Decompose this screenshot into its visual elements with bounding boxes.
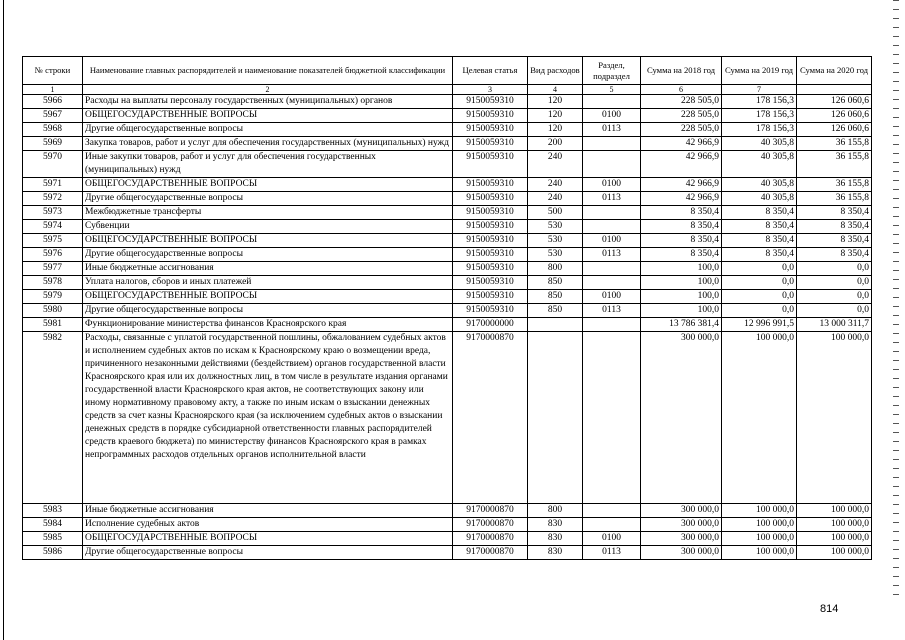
row-number: 5969: [23, 137, 83, 151]
row-section: 0100: [583, 290, 641, 304]
table-row: [23, 304, 872, 318]
column-index: 6: [641, 85, 722, 95]
row-name: Функционирование министерства финансов Красноярского края: [83, 318, 453, 332]
table-row: [23, 290, 872, 304]
row-target: 9150059310: [453, 206, 528, 220]
row-name: ОБЩЕГОСУДАРСТВЕННЫЕ ВОПРОСЫ: [83, 109, 453, 123]
row-section: 0100: [583, 178, 641, 192]
row-target: 9150059310: [453, 304, 528, 318]
row-number: 5986: [23, 546, 83, 560]
table-row: [23, 248, 872, 262]
row-target: 9150059310: [453, 109, 528, 123]
row-target: 9170000870: [453, 504, 528, 518]
row-target: 9150059310: [453, 290, 528, 304]
row-kind: 530: [528, 220, 583, 234]
row-kind: 120: [528, 109, 583, 123]
row-section: [583, 137, 641, 151]
row-section: [583, 332, 641, 504]
row-sum-2018: 8 350,4: [641, 220, 722, 234]
row-sum-2019: 100 000,0: [722, 546, 797, 560]
row-name: Другие общегосударственные вопросы: [83, 248, 453, 262]
row-name: Расходы, связанные с уплатой государственной пошлины, обжалованием судебных актов и исполнением судебных актов по искам к Красноярскому краю о возмещении вреда, причиненного незаконными действиями (бездействием) органов государственной власти Красноярского края или их должностных лиц, в том числе в результате издания органами государственной власти Красноярского края актов, не соответствующих закону или иному нормативному правовому акту, а также по иным искам о взыскании денежных средств за счет казны Красноярского края (за исключением судебных актов о взыскании денежных средств в порядке субсидиарной ответственности главных распорядителей средств краевого бюджета) по министерству финансов Красноярского края в рамках непрограммных расходов отдельных органов исполнительной власти: [83, 332, 453, 504]
row-kind: 850: [528, 290, 583, 304]
row-name: Иные бюджетные ассигнования: [83, 504, 453, 518]
row-name: Иные бюджетные ассигнования: [83, 262, 453, 276]
row-kind: 530: [528, 248, 583, 262]
column-index: 5: [583, 85, 641, 95]
row-sum-2019: 0,0: [722, 262, 797, 276]
row-target: 9150059310: [453, 137, 528, 151]
row-section: 0113: [583, 192, 641, 206]
table-row: [23, 332, 872, 504]
row-sum-2019: 178 156,3: [722, 95, 797, 109]
table-row: [23, 276, 872, 290]
table-row: [23, 95, 872, 109]
row-section: 0113: [583, 304, 641, 318]
row-number: 5970: [23, 151, 83, 178]
row-target: 9150059310: [453, 95, 528, 109]
row-section: [583, 518, 641, 532]
row-kind: 800: [528, 504, 583, 518]
row-sum-2019: 178 156,3: [722, 123, 797, 137]
row-number: 5980: [23, 304, 83, 318]
row-target: 9150059310: [453, 123, 528, 137]
table-row: [23, 206, 872, 220]
table-row: [23, 192, 872, 206]
row-kind: 120: [528, 123, 583, 137]
row-name: Уплата налогов, сборов и иных платежей: [83, 276, 453, 290]
column-index: 2: [83, 85, 453, 95]
row-number: 5973: [23, 206, 83, 220]
row-sum-2018: 300 000,0: [641, 546, 722, 560]
header-name: Наименование главных распорядителей и наименование показателей бюджетной классификации: [83, 57, 453, 85]
table-row: [23, 504, 872, 518]
row-kind: 120: [528, 95, 583, 109]
row-section: 0113: [583, 248, 641, 262]
row-name: Другие общегосударственные вопросы: [83, 192, 453, 206]
table-row: [23, 518, 872, 532]
row-sum-2018: 228 505,0: [641, 109, 722, 123]
row-sum-2019: 0,0: [722, 304, 797, 318]
row-sum-2018: 100,0: [641, 304, 722, 318]
row-sum-2018: 42 966,9: [641, 137, 722, 151]
row-target: 9170000870: [453, 518, 528, 532]
row-sum-2019: 100 000,0: [722, 332, 797, 504]
row-kind: 530: [528, 234, 583, 248]
row-number: 5979: [23, 290, 83, 304]
row-name: Другие общегосударственные вопросы: [83, 304, 453, 318]
table-row: [23, 532, 872, 546]
row-sum-2020: 0,0: [797, 276, 872, 290]
row-sum-2020: 36 155,8: [797, 151, 872, 178]
row-number: 5975: [23, 234, 83, 248]
row-sum-2020: 126 060,6: [797, 123, 872, 137]
row-kind: 240: [528, 178, 583, 192]
row-sum-2019: 0,0: [722, 290, 797, 304]
row-kind: 500: [528, 206, 583, 220]
row-sum-2020: 8 350,4: [797, 206, 872, 220]
row-section: 0113: [583, 123, 641, 137]
row-number: 5978: [23, 276, 83, 290]
row-number: 5968: [23, 123, 83, 137]
row-target: 9150059310: [453, 262, 528, 276]
row-target: 9150059310: [453, 151, 528, 178]
row-section: [583, 318, 641, 332]
row-sum-2020: 13 000 311,7: [797, 318, 872, 332]
table-row: [23, 137, 872, 151]
row-section: [583, 206, 641, 220]
row-sum-2020: 100 000,0: [797, 546, 872, 560]
table-row: [23, 546, 872, 560]
table-row: [23, 123, 872, 137]
row-sum-2020: 100 000,0: [797, 518, 872, 532]
row-section: 0113: [583, 546, 641, 560]
row-name: Иные закупки товаров, работ и услуг для обеспечения государственных (муниципальных) нужд: [83, 151, 453, 178]
row-sum-2018: 13 786 381,4: [641, 318, 722, 332]
row-sum-2019: 0,0: [722, 276, 797, 290]
row-target: 9170000870: [453, 332, 528, 504]
column-index: 1: [23, 85, 83, 95]
row-sum-2019: 40 305,8: [722, 192, 797, 206]
row-number: 5981: [23, 318, 83, 332]
row-sum-2018: 300 000,0: [641, 504, 722, 518]
row-section: [583, 262, 641, 276]
table-row: [23, 109, 872, 123]
table-row: [23, 262, 872, 276]
column-index: 4: [528, 85, 583, 95]
row-sum-2019: 40 305,8: [722, 137, 797, 151]
row-target: 9150059310: [453, 234, 528, 248]
row-name: ОБЩЕГОСУДАРСТВЕННЫЕ ВОПРОСЫ: [83, 290, 453, 304]
row-sum-2020: 0,0: [797, 262, 872, 276]
row-sum-2018: 228 505,0: [641, 95, 722, 109]
row-sum-2018: 100,0: [641, 262, 722, 276]
row-sum-2018: 228 505,0: [641, 123, 722, 137]
row-name: Другие общегосударственные вопросы: [83, 546, 453, 560]
row-sum-2019: 12 996 991,5: [722, 318, 797, 332]
column-index: 7: [722, 85, 797, 95]
row-number: 5967: [23, 109, 83, 123]
row-sum-2020: 126 060,6: [797, 95, 872, 109]
row-target: 9170000870: [453, 546, 528, 560]
row-section: 0100: [583, 234, 641, 248]
row-sum-2018: 8 350,4: [641, 206, 722, 220]
row-sum-2019: 100 000,0: [722, 532, 797, 546]
header-section: Раздел, подраздел: [583, 57, 641, 85]
row-target: 9150059310: [453, 192, 528, 206]
row-name: Межбюджетные трансферты: [83, 206, 453, 220]
row-sum-2019: 178 156,3: [722, 109, 797, 123]
row-sum-2018: 100,0: [641, 290, 722, 304]
header-sum-2019: Сумма на 2019 год: [722, 57, 797, 85]
row-sum-2018: 42 966,9: [641, 151, 722, 178]
table-row: [23, 234, 872, 248]
row-name: ОБЩЕГОСУДАРСТВЕННЫЕ ВОПРОСЫ: [83, 234, 453, 248]
row-sum-2018: 100,0: [641, 276, 722, 290]
row-sum-2020: 8 350,4: [797, 220, 872, 234]
header-row: [23, 57, 872, 85]
budget-table: [22, 56, 872, 560]
row-sum-2020: 36 155,8: [797, 178, 872, 192]
table-body: [23, 95, 872, 560]
row-sum-2020: 126 060,6: [797, 109, 872, 123]
row-sum-2019: 40 305,8: [722, 178, 797, 192]
page-number: 814: [820, 603, 839, 615]
row-kind: 240: [528, 151, 583, 178]
header-kind: Вид расходов: [528, 57, 583, 85]
row-sum-2018: 8 350,4: [641, 234, 722, 248]
table-row: [23, 151, 872, 178]
row-sum-2019: 100 000,0: [722, 504, 797, 518]
row-number: 5966: [23, 95, 83, 109]
row-name: ОБЩЕГОСУДАРСТВЕННЫЕ ВОПРОСЫ: [83, 178, 453, 192]
row-target: 9170000000: [453, 318, 528, 332]
row-sum-2020: 100 000,0: [797, 332, 872, 504]
table-row: [23, 220, 872, 234]
row-sum-2018: 42 966,9: [641, 178, 722, 192]
header-sum-2018: Сумма на 2018 год: [641, 57, 722, 85]
row-section: [583, 151, 641, 178]
row-name: Закупка товаров, работ и услуг для обеспечения государственных (муниципальных) нужд: [83, 137, 453, 151]
row-sum-2020: 100 000,0: [797, 532, 872, 546]
row-sum-2019: 8 350,4: [722, 206, 797, 220]
row-section: 0100: [583, 109, 641, 123]
row-kind: 830: [528, 546, 583, 560]
row-sum-2020: 36 155,8: [797, 192, 872, 206]
row-target: 9150059310: [453, 276, 528, 290]
row-sum-2018: 8 350,4: [641, 248, 722, 262]
row-sum-2018: 300 000,0: [641, 332, 722, 504]
table-row: [23, 318, 872, 332]
row-section: [583, 504, 641, 518]
page-left-border: [3, 0, 4, 640]
row-sum-2020: 8 350,4: [797, 234, 872, 248]
column-index: 3: [453, 85, 528, 95]
row-sum-2019: 100 000,0: [722, 518, 797, 532]
row-sum-2018: 300 000,0: [641, 532, 722, 546]
header-target: Целевая статья: [453, 57, 528, 85]
row-sum-2019: 8 350,4: [722, 220, 797, 234]
row-name: Исполнение судебных актов: [83, 518, 453, 532]
row-number: 5971: [23, 178, 83, 192]
row-section: 0100: [583, 532, 641, 546]
row-kind: 850: [528, 304, 583, 318]
row-sum-2019: 8 350,4: [722, 234, 797, 248]
row-section: [583, 95, 641, 109]
row-kind: 800: [528, 262, 583, 276]
column-index-empty: [797, 85, 872, 95]
row-target: 9170000870: [453, 532, 528, 546]
row-sum-2020: 0,0: [797, 304, 872, 318]
row-number: 5976: [23, 248, 83, 262]
header-sum-2020: Сумма на 2020 год: [797, 57, 872, 85]
row-kind: 200: [528, 137, 583, 151]
row-number: 5972: [23, 192, 83, 206]
row-section: [583, 276, 641, 290]
row-sum-2020: 8 350,4: [797, 248, 872, 262]
row-name: Субвенции: [83, 220, 453, 234]
row-number: 5984: [23, 518, 83, 532]
row-section: [583, 220, 641, 234]
table-row: [23, 178, 872, 192]
row-kind: 830: [528, 518, 583, 532]
row-kind: [528, 318, 583, 332]
row-number: 5982: [23, 332, 83, 504]
row-target: 9150059310: [453, 248, 528, 262]
row-target: 9150059310: [453, 178, 528, 192]
row-number: 5983: [23, 504, 83, 518]
row-name: Расходы на выплаты персоналу государственных (муниципальных) органов: [83, 95, 453, 109]
row-kind: 830: [528, 532, 583, 546]
row-sum-2020: 0,0: [797, 290, 872, 304]
row-sum-2020: 36 155,8: [797, 137, 872, 151]
row-sum-2019: 40 305,8: [722, 151, 797, 178]
row-kind: 850: [528, 276, 583, 290]
row-kind: 240: [528, 192, 583, 206]
header-row-no: № строки: [23, 57, 83, 85]
row-number: 5977: [23, 262, 83, 276]
row-kind: [528, 332, 583, 504]
row-sum-2018: 42 966,9: [641, 192, 722, 206]
row-number: 5974: [23, 220, 83, 234]
row-sum-2019: 8 350,4: [722, 248, 797, 262]
row-target: 9150059310: [453, 220, 528, 234]
row-sum-2018: 300 000,0: [641, 518, 722, 532]
row-number: 5985: [23, 532, 83, 546]
column-index-row: [23, 85, 872, 95]
row-sum-2020: 100 000,0: [797, 504, 872, 518]
row-name: Другие общегосударственные вопросы: [83, 123, 453, 137]
page-right-dashed-edge: [893, 0, 899, 600]
row-name: ОБЩЕГОСУДАРСТВЕННЫЕ ВОПРОСЫ: [83, 532, 453, 546]
